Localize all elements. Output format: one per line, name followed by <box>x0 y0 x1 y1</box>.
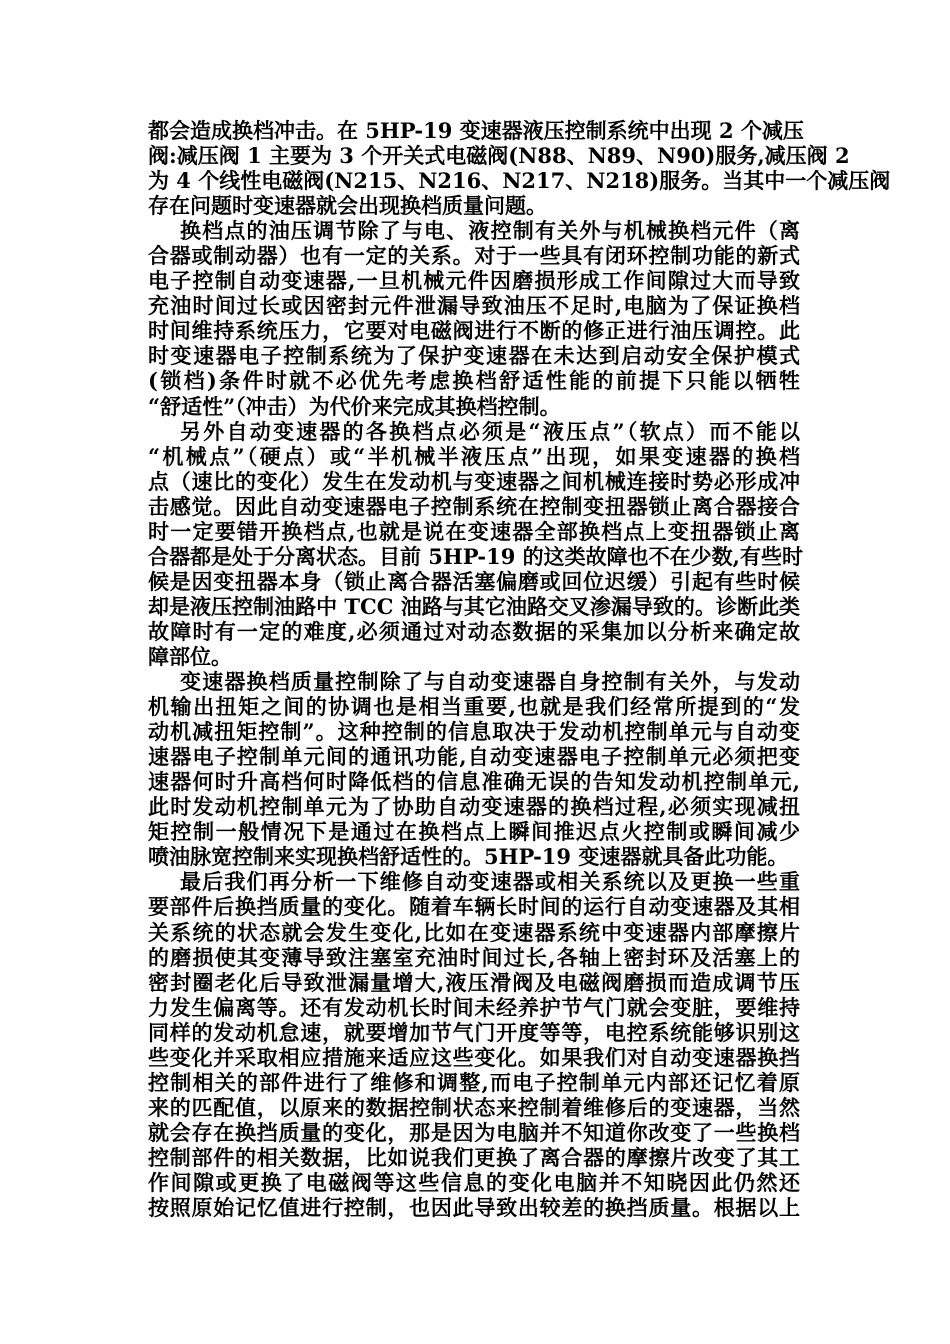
text-line: 候是因变扭器本身（锁止离合器活塞偏磨或回位迟缓）引起有些时候 <box>148 568 800 594</box>
text-line: 阀:减压阀 1 主要为 3 个开关式电磁阀(N88、N89、N90)服务,减压阀 2 <box>148 143 850 169</box>
text-line: 机输出扭矩之间的协调也是相当重要,也就是我们经常所提到的“发 <box>148 694 800 720</box>
text-line: 同样的发动机怠速，就要增加节气门开度等等，电控系统能够识别这 <box>148 1019 800 1045</box>
text-line: 要部件后换挡质量的变化。随着车辆长时间的运行自动变速器及其相 <box>148 894 800 920</box>
text-line: 密封圈老化后导致泄漏量增大,液压滑阀及电磁阀磨损而造成调节压 <box>148 969 800 995</box>
text-line: 合器都是处于分离状态。目前 5HP-19 的这类故障也不在少数,有些时 <box>148 543 803 569</box>
paragraph-5 <box>148 869 800 1220</box>
text-line: 合器或制动器）也有一定的关系。对于一些具有闭环控制功能的新式 <box>148 243 800 269</box>
paragraph-1 <box>148 118 891 219</box>
text-line: 变速器换档质量控制除了与自动变速器自身控制有关外，与发动 <box>180 669 800 695</box>
paragraph-3 <box>148 418 803 669</box>
text-line: “舒适性”（冲击）为代价来完成其换档控制。 <box>148 393 561 419</box>
text-line: 矩控制一般情况下是通过在换档点上瞬间推迟点火控制或瞬间减少 <box>148 819 800 845</box>
text-line: 关系统的状态就会发生变化,比如在变速器系统中变速器内部摩擦片 <box>148 919 800 945</box>
paragraph-4 <box>148 669 800 869</box>
text-line: 时一定要错开换档点,也就是说在变速器全部换档点上变扭器锁止离 <box>148 518 800 544</box>
text-line: 些变化并采取相应措施来适应这些变化。如果我们对自动变速器换挡 <box>148 1044 800 1070</box>
text-line: 控制部件的相关数据，比如说我们更换了离合器的摩擦片改变了其工 <box>148 1144 800 1170</box>
text-line: (锁档)条件时就不必优先考虑换档舒适性能的前提下只能以牺牲 <box>148 368 800 394</box>
text-line: 点（速比的变化）发生在发动机与变速器之间机械连接时势必形成冲 <box>148 468 800 494</box>
text-line: 击感觉。因此自动变速器电子控制系统在控制变扭器锁止离合器接合 <box>148 493 800 519</box>
text-line: 故障时有一定的难度,必须通过对动态数据的采集加以分析来确定故 <box>148 618 800 644</box>
text-line: 喷油脉宽控制来实现换档舒适性的。5HP-19 变速器就具备此功能。 <box>148 844 789 870</box>
text-line: 按照原始记忆值进行控制，也因此导致出较差的换挡质量。根据以上 <box>148 1195 800 1221</box>
text-line: 此时发动机控制单元为了协助自动变速器的换档过程,必须实现减扭 <box>148 794 800 820</box>
text-line: 来的匹配值，以原来的数据控制状态来控制着维修后的变速器，当然 <box>148 1094 800 1120</box>
text-line: 另外自动变速器的各换档点必须是“液压点”（软点）而不能以 <box>180 418 800 444</box>
text-line: 电子控制自动变速器,一旦机械元件因磨损形成工作间隙过大而导致 <box>148 268 800 294</box>
text-line: 最后我们再分析一下维修自动变速器或相关系统以及更换一些重 <box>180 869 800 895</box>
text-line: 障部位。 <box>148 643 232 669</box>
text-line: 换档点的油压调节除了与电、液控制有关外与机械换档元件（离 <box>180 218 800 244</box>
text-line: 的磨损使其变薄导致注塞室充油时间过长,各轴上密封环及活塞上的 <box>148 944 800 970</box>
text-line: 时间维持系统压力，它要对电磁阀进行不断的修正进行油压调控。此 <box>148 318 800 344</box>
text-line: “机械点”（硬点）或“半机械半液压点”出现，如果变速器的换档 <box>148 443 800 469</box>
text-line: 为 4 个线性电磁阀(N215、N216、N217、N218)服务。当其中一个减压阀 <box>148 168 891 194</box>
text-line: 动机减扭矩控制”。这种控制的信息取决于发动机控制单元与自动变 <box>148 719 800 745</box>
paragraph-2 <box>148 218 800 418</box>
text-line: 控制相关的部件进行了维修和调整,而电子控制单元内部还记忆着原 <box>148 1069 800 1095</box>
text-line: 速器电子控制单元间的通讯功能,自动变速器电子控制单元必须把变 <box>148 744 800 770</box>
text-line: 作间隙或更换了电磁阀等这些信息的变化电脑并不知晓因此仍然还 <box>148 1169 800 1195</box>
body-text <box>148 118 891 1221</box>
text-line: 就会存在换挡质量的变化，那是因为电脑并不知道你改变了一些换档 <box>148 1119 800 1145</box>
text-line: 力发生偏离等。还有发动机长时间未经养护节气门就会变脏，要维持 <box>148 994 800 1020</box>
text-line: 都会造成换档冲击。在 5HP-19 变速器液压控制系统中出现 2 个减压 <box>148 118 804 143</box>
text-line: 速器何时升高档何时降低档的信息准确无误的告知发动机控制单元, <box>148 769 800 795</box>
text-line: 充油时间过长或因密封元件泄漏导致油压不足时,电脑为了保证换档 <box>148 293 800 319</box>
text-line: 存在问题时变速器就会出现换档质量问题。 <box>148 193 547 219</box>
text-line: 时变速器电子控制系统为了保护变速器在未达到启动安全保护模式 <box>148 343 800 369</box>
text-line: 却是液压控制油路中 TCC 油路与其它油路交叉渗漏导致的。诊断此类 <box>148 593 800 619</box>
